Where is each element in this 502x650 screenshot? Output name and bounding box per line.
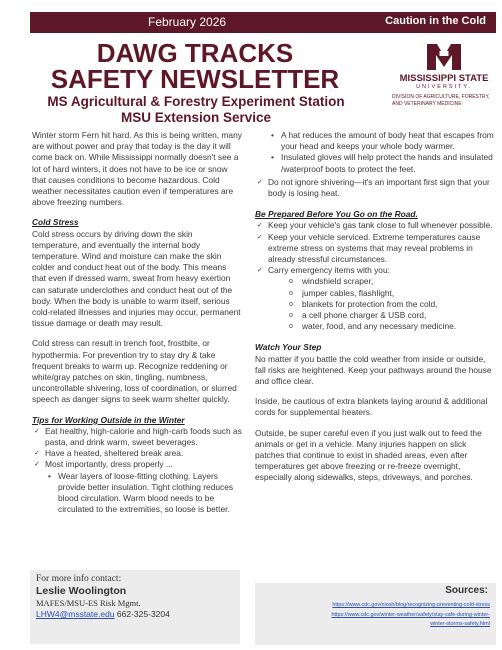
- emergency-item: o water, food, and any necessary medicine.: [289, 321, 495, 332]
- university-logo: [392, 42, 496, 107]
- emergency-item: o blankets for protection from the cold,: [289, 299, 495, 310]
- watch-step-paragraph-3: Outside, be super careful even if you just walk out to feed the animals or get in a vehicle. Many injuries happen on slick patches that continue to exist in shaded areas, even after temperatures get above freezing or re-freeze overnight, especially along sidewalks, steps, driveways, and porches.: [255, 427, 482, 483]
- tip-item: ✓ Most importantly, dress properly ...: [32, 459, 242, 470]
- tips-heading: Tips for Working Outside in the Winter: [32, 414, 185, 425]
- watch-step-paragraph-1: No matter if you battle the cold weather from inside or outside, fall risks are heightened. Keep your pathways around the house and office clear.: [255, 353, 492, 387]
- newsletter-title-line1: DAWG TRACKS: [96, 38, 294, 68]
- shivering-item: ✓ Do not ignore shivering—it's an important first sign that your body is losing heat.: [255, 177, 495, 199]
- issue-date: February 2026: [148, 15, 227, 29]
- watch-step-heading: Watch Your Step: [255, 342, 322, 353]
- clothing-item: • A hat reduces the amount of body heat that escapes from your head and keeps your whole body warmer.: [268, 130, 495, 152]
- sources-box: [255, 583, 496, 645]
- road-item: ✓ Keep your vehicle's gas tank close to full whenever possible.: [255, 220, 495, 231]
- logo-university: UNIVERSITY.: [416, 84, 472, 90]
- emergency-item: o windshield scraper,: [289, 276, 495, 287]
- left-column: [32, 130, 242, 516]
- road-item: ✓ Keep your vehicle serviced. Extreme temperatures cause extreme stress on systems that may reveal problems in already stressful circumstances.: [255, 232, 495, 266]
- watch-step-paragraph-2: Inside, be cautious of extra blankets laying around & additional cords for supplemental heaters.: [255, 396, 488, 418]
- road-list: [255, 220, 495, 332]
- tip-sub-item: • Wear layers of loose-fitting clothing. Layers provide better insulation. Tight clothing reduces blood circulation. Warm blood needs to be circulated to the extremities, so loose is better.: [45, 471, 242, 516]
- subtitle-line1: MS Agricultural & Forestry Experiment Station: [47, 94, 345, 109]
- logo-name: MISSISSIPPI STATE: [399, 73, 489, 84]
- road-heading: Be Prepared Before You Go on the Road.: [255, 209, 418, 220]
- contact-box: [30, 570, 240, 644]
- intro-paragraph: Winter storm Fern hit hard. As this is being written, many are without power and pray that today is the day it will come back on. While Mississippi normally doesn't see a lot of hard winters, it does not have to be ice or snow that causes conditions to become hazardous. Cold weather necessitates caution even if temperatures are above freezing numbers.: [32, 130, 242, 208]
- cold-stress-heading: Cold Stress: [32, 217, 79, 228]
- logo-division: DIVISION OF AGRICULTURE, FORESTRY, AND VETERINARY MEDICINE: [392, 94, 490, 107]
- tip-item: ✓ Eat healthy, high-calorie and high-carb foods such as pasta, and drink warm, sweet beverages.: [32, 426, 242, 448]
- contact-name: Leslie Woolington: [36, 585, 127, 597]
- cold-stress-paragraph-1: Cold stress occurs by driving down the skin temperature, and eventually the internal body temperature. Wind and moisture can make the skin colder and conduct heat out of the body. This means that even if dressed warm, sweat from heavy exertion can saturate underclothes and conduct heat out of the body. When the body is unable to warm itself, serious cold-related illnesses and injuries may occur, permanent tissue damage or death may result.: [32, 228, 241, 329]
- source-link[interactable]: https://www.cdc.gov/niosh/blog/recognizing-preventing-cold-stress: [332, 602, 490, 608]
- subtitle-line2: MSU Extension Service: [120, 110, 272, 125]
- clothing-item: • Insulated gloves will help protect the hands and insulated /waterproof boots to protect the feet.: [268, 152, 495, 174]
- newsletter-title-line2: SAFETY NEWSLETTER: [50, 64, 340, 94]
- contact-title: MAFES/MSU-ES Risk Mgmt.: [36, 598, 141, 608]
- tip-item: ✓ Have a heated, sheltered break area.: [32, 448, 242, 459]
- header-bar: [30, 12, 496, 33]
- right-column: [255, 130, 495, 493]
- logo-m-icon: [425, 42, 463, 72]
- contact-line: [36, 609, 234, 619]
- contact-email-link[interactable]: LHW4@msstate.edu: [36, 609, 115, 619]
- contact-label: For more info contact:: [36, 574, 122, 584]
- issue-tag: Caution in the Cold: [385, 15, 486, 27]
- road-item: ✓ Carry emergency items with you:: [255, 265, 495, 276]
- emergency-item: o a cell phone charger & USB cord,: [289, 310, 495, 321]
- tips-list: [32, 426, 242, 516]
- clothing-list: [255, 130, 495, 199]
- source-link[interactable]: https://www.cdc.gov/winter-weather/safety/stay-safe-during-winter-: [331, 612, 490, 618]
- source-link[interactable]: winter-storms-safety.html: [430, 621, 490, 627]
- sources-label: Sources:: [445, 585, 488, 596]
- contact-phone: 662-325-3204: [116, 609, 170, 619]
- emergency-item: o jumper cables, flashlight,: [289, 288, 495, 299]
- cold-stress-paragraph-2: Cold stress can result in trench foot, frostbite, or hypothermia. For prevention try to stay dry & take frequent breaks to warm up. Recognize reddening or white/gray patches on skin, tingling, numbness, uncontrollable shivering, loss of coordination, or slurred speech as danger signs to seek warm shelter quickly.: [32, 338, 237, 405]
